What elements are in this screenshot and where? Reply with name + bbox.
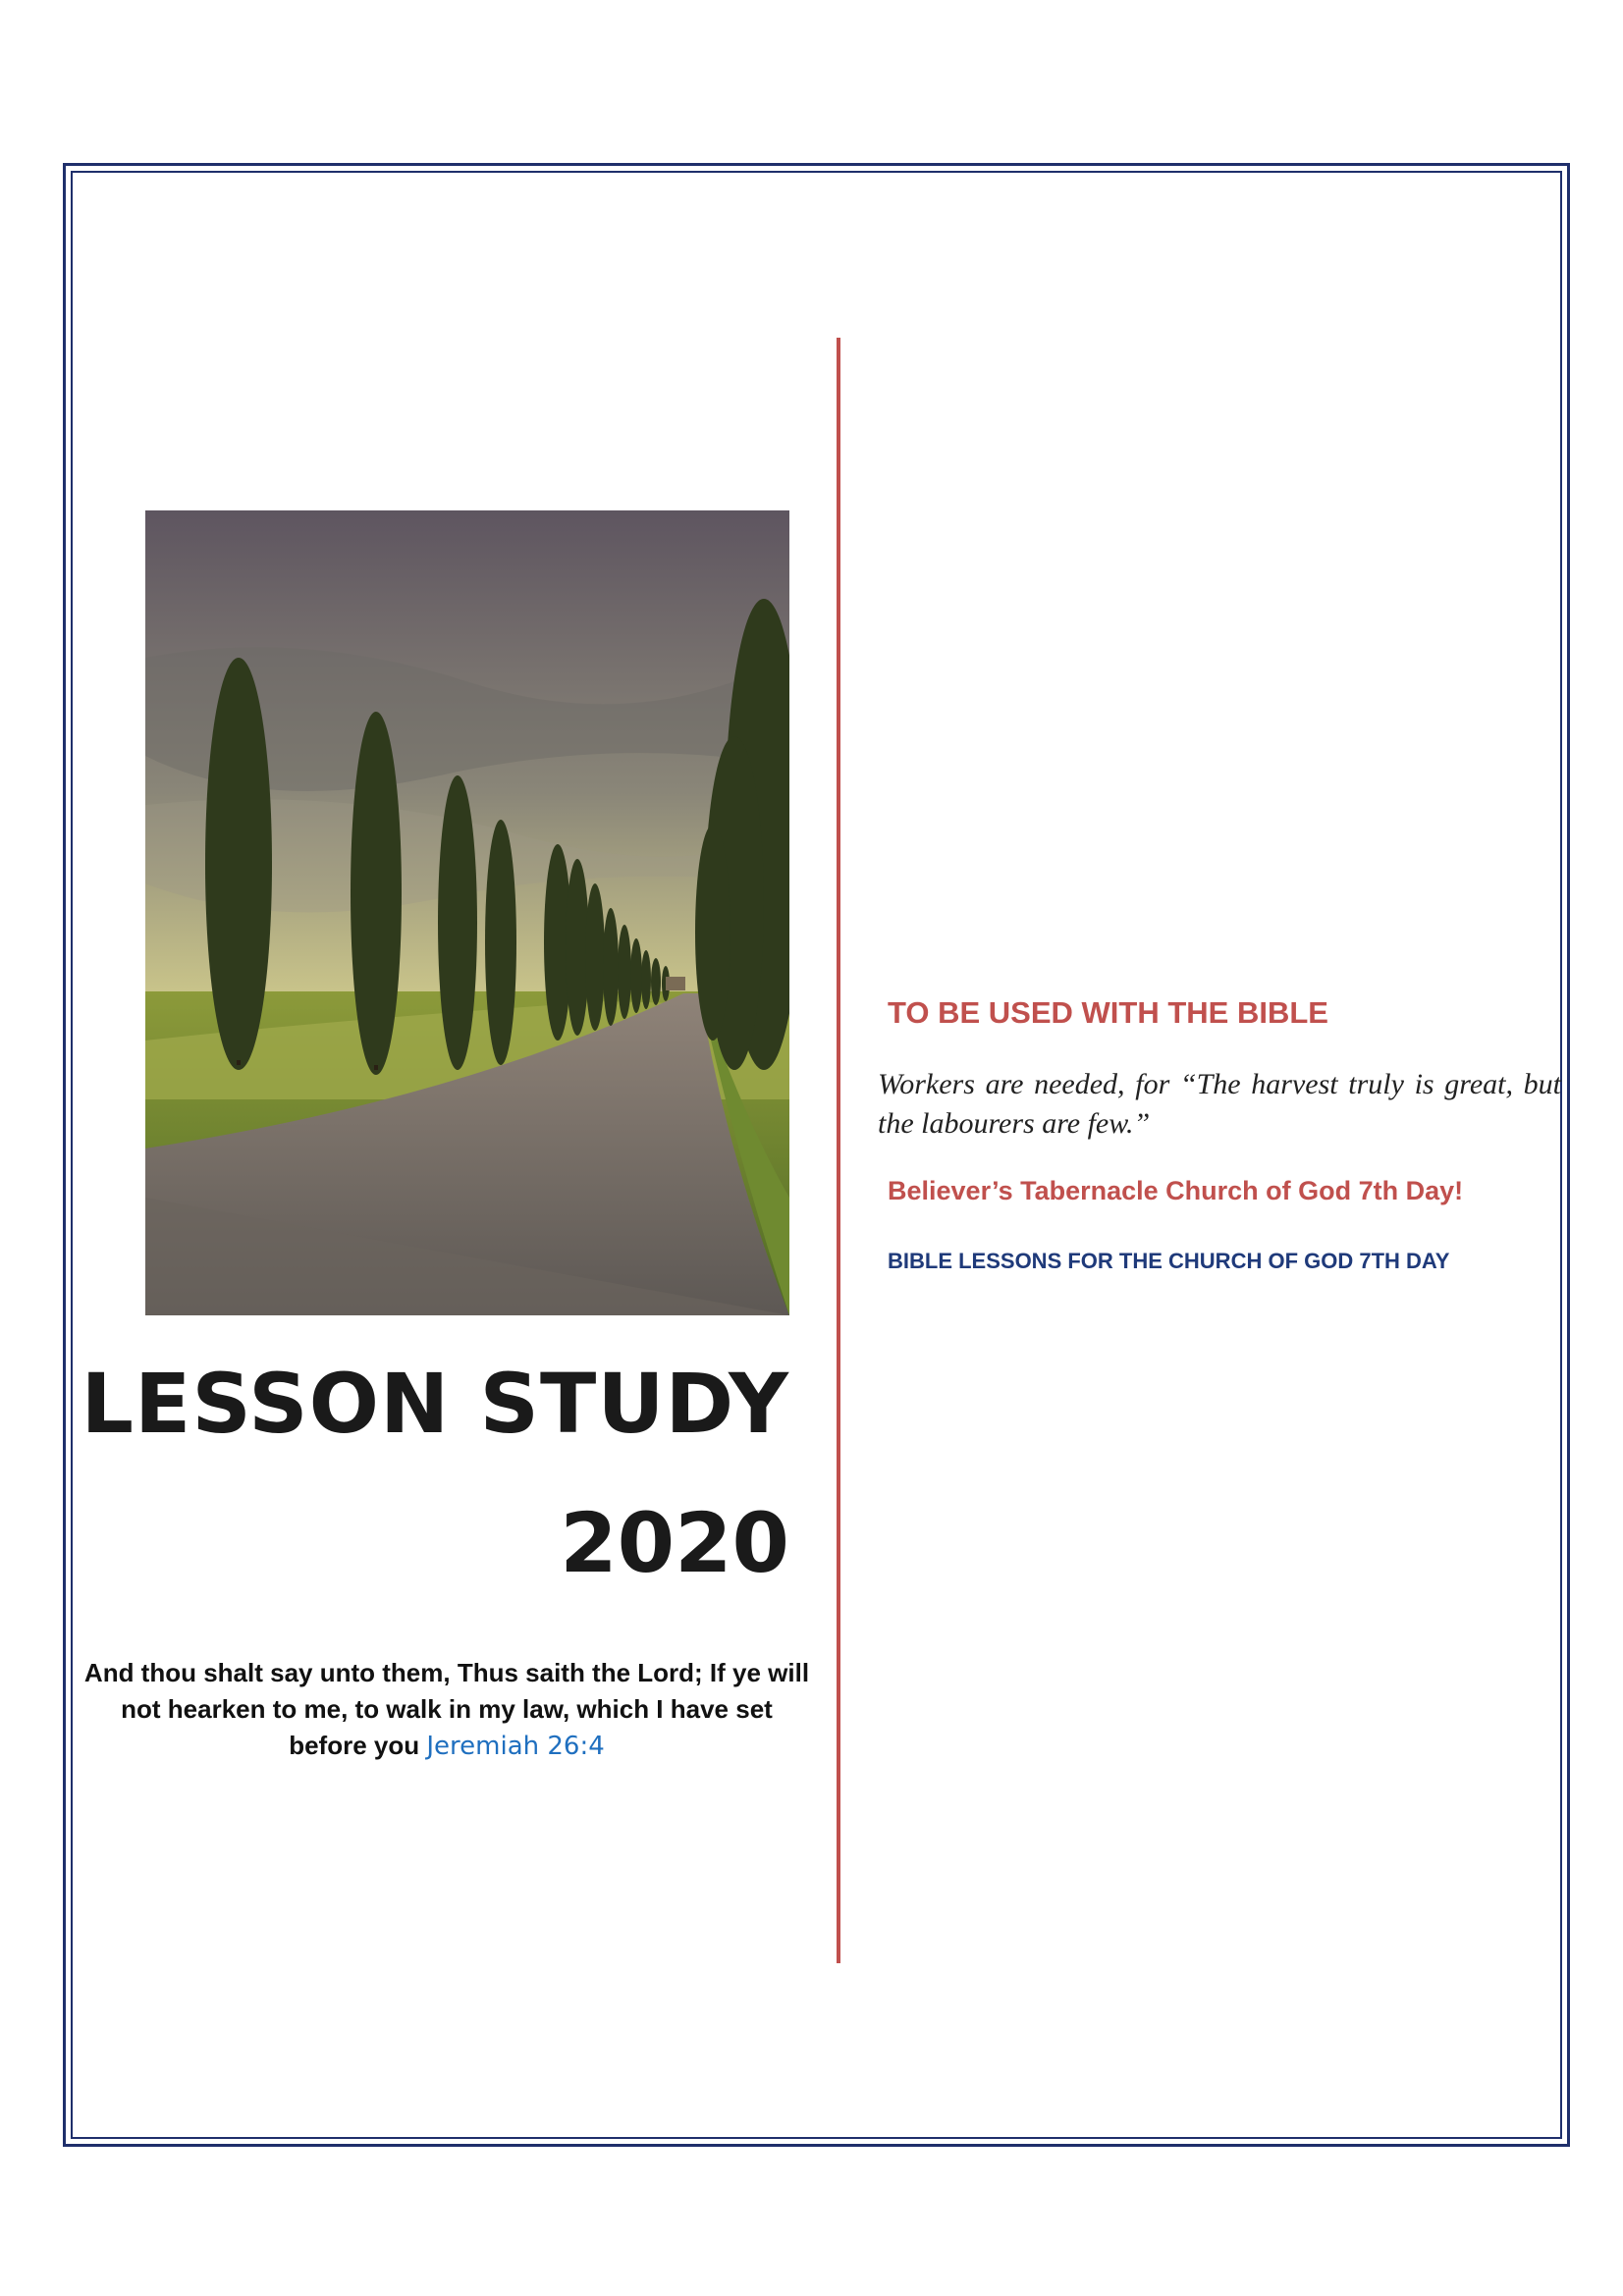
cover-year: 2020: [560, 1495, 789, 1591]
cover-verse: [79, 1655, 815, 1765]
bible-lessons-line: BIBLE LESSONS FOR THE CHURCH OF GOD 7TH DAY: [888, 1249, 1450, 1273]
church-name: Believer’s Tabernacle Church of God 7th Day!: [888, 1176, 1464, 1205]
verse-reference: Jeremiah 26:4: [426, 1732, 605, 1761]
workers-quote: Workers are needed, for “The harvest truly is great, but the labourers are few.”: [878, 1068, 1561, 1140]
column-divider: [837, 338, 840, 1963]
cover-title: LESSON STUDY: [81, 1356, 789, 1452]
verse-text: And thou shalt say unto them, Thus saith the Lord; If ye will not hearken to me, to walk in my law, which I have set before you: [83, 1658, 810, 1760]
cover-photo: [145, 510, 789, 1315]
use-with-heading: TO BE USED WITH THE BIBLE: [888, 995, 1328, 1030]
